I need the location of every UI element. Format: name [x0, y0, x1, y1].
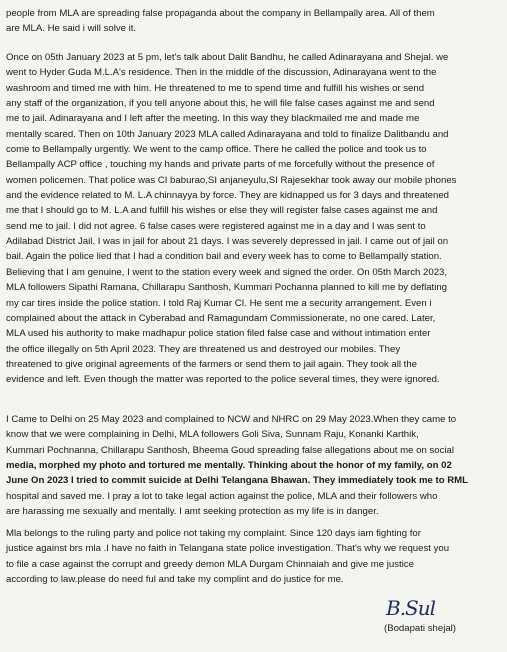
text-line: June On 2023 I tried to commit suicide at Delhi Telangana Bhawan. They immediately took me to RML: [6, 475, 469, 487]
text-line: according to law.please do need ful and take my complint and do justice for me.: [6, 574, 344, 586]
text-line: women policemen. That police was CI baburao,SI anjaneyulu,SI Rajesekhar took away our mobile phones: [6, 174, 457, 186]
text-line: Once on 05th January 2023 at 5 pm, let's talk about Dalit Bandhu, he called Adinarayana and Shejal. we: [6, 52, 449, 63]
text-line: evidence and left. Even though the matter was reported to the police several times, they were ignored.: [6, 374, 440, 386]
paragraph-delhi-complaint: [6, 412, 502, 519]
text-line: Mla belongs to the ruling party and police not taking my complaint. Since 120 days iam fighting for: [6, 528, 421, 539]
text-line: people from MLA are spreading false propaganda about the company in Bellampally area. All of them: [6, 8, 435, 19]
text-line: went to Hyder Guda M.L.A's residence. Then in the middle of the discussion, Adinarayana went to the: [6, 67, 437, 79]
text-line: media, morphed my photo and tortured me mentally. Thinking about the honor of my family, on 02: [6, 460, 452, 472]
text-line: hospital and saved me. I pray a lot to take legal action against the police, MLA and their followers who: [6, 490, 438, 502]
text-line: Bellampally ACP office , touching my hands and private parts of me forcefully without the presence of: [6, 159, 435, 171]
text-line: Believing that I am genuine, I went to the station every week and signed the order. On 05th March 2023,: [6, 266, 448, 278]
paragraph-request-justice: [6, 526, 502, 587]
paragraph-january-incident: [6, 50, 502, 388]
text-line: know that we were complaining in Delhi, MLA followers Goli Siva, Sunnam Raju, Konanki Karthik,: [6, 429, 419, 441]
text-line: the office illegally on 5th April 2023. They are threatened us and destroyed our mobiles. They: [6, 343, 401, 355]
text-line: threatened to give original agreements of the farmers or send them to jail again. They took all the: [6, 358, 417, 370]
handwritten-signature: B.Sul: [386, 596, 436, 620]
text-line: to file a case against the corrupt and greedy demon MLA Durgam Chinnaiah and give me justice: [6, 558, 414, 570]
text-line: washroom and timed me with him. He threatened to me to spend time and fulfill his wishes or send: [6, 82, 425, 94]
text-line: are MLA. He said i will solve it.: [6, 23, 137, 35]
paragraph-intro: [6, 6, 502, 37]
text-line: come to Bellampally urgently. We went to the camp office. There he called the police and took us to: [6, 144, 427, 156]
text-line: me to jail. Adinarayana and I left after the meeting. In this way they blackmailed me and made me: [6, 113, 420, 125]
signatory-name: (Bodapati shejal): [384, 623, 456, 634]
text-line: MLA used his authority to make madhapur police station filed false case and without intimation enter: [6, 328, 431, 340]
text-line: mentally scared. Then on 10th January 2023 MLA called Adinarayana and told to finalize Dalitbandu and: [6, 128, 449, 140]
text-line: MLA followers Sipathi Ramana, Chillarapu Santhosh, Kummari Pochanna planned to kill me by deflating: [6, 282, 448, 294]
text-line: Kummari Pochnanna, Chillarapu Santhosh, Bheema Goud spreading false allegations about me on social: [6, 444, 454, 456]
text-line: justice against brs mla .I have no faith in Telangana state police investigation. That's why we request you: [6, 543, 450, 555]
text-line: I Came to Delhi on 25 May 2023 and complained to NCW and NHRC on 29 May 2023.When they came to: [6, 414, 457, 425]
text-line: bail. Again the police lied that I had a condition bail and every week has to come to Bellampally station.: [6, 251, 442, 263]
text-line: my car tires inside the police station. I told Raj Kumar CI. He sent me a security arrangement. Even i: [6, 297, 432, 309]
text-line: me that I should go to M. L.A and fulfill his wishes or else they will register false cases against me and: [6, 205, 438, 217]
text-line: complained about the attack in Cyberabad and Ramagundam Commissionerate, no one cared. Later,: [6, 312, 436, 324]
text-line: Adilabad District Jail. I was in jail for about 21 days. I was severely depressed in jail. I came out of jail on: [6, 236, 449, 248]
text-line: are harassing me sexually and mentally. I amt seeking protection as my life is in danger.: [6, 506, 379, 518]
text-line: and the evidence related to M. L.A chinnayya by force. They are kidnapped us for 3 days and threatened: [6, 190, 450, 202]
text-line: any staff of the organization, if you tell anyone about this, he will file false cases against me and send: [6, 98, 435, 110]
text-line: send me to jail. I did not agree. 6 false cases were registered against me in a day and I was sent to: [6, 220, 426, 232]
